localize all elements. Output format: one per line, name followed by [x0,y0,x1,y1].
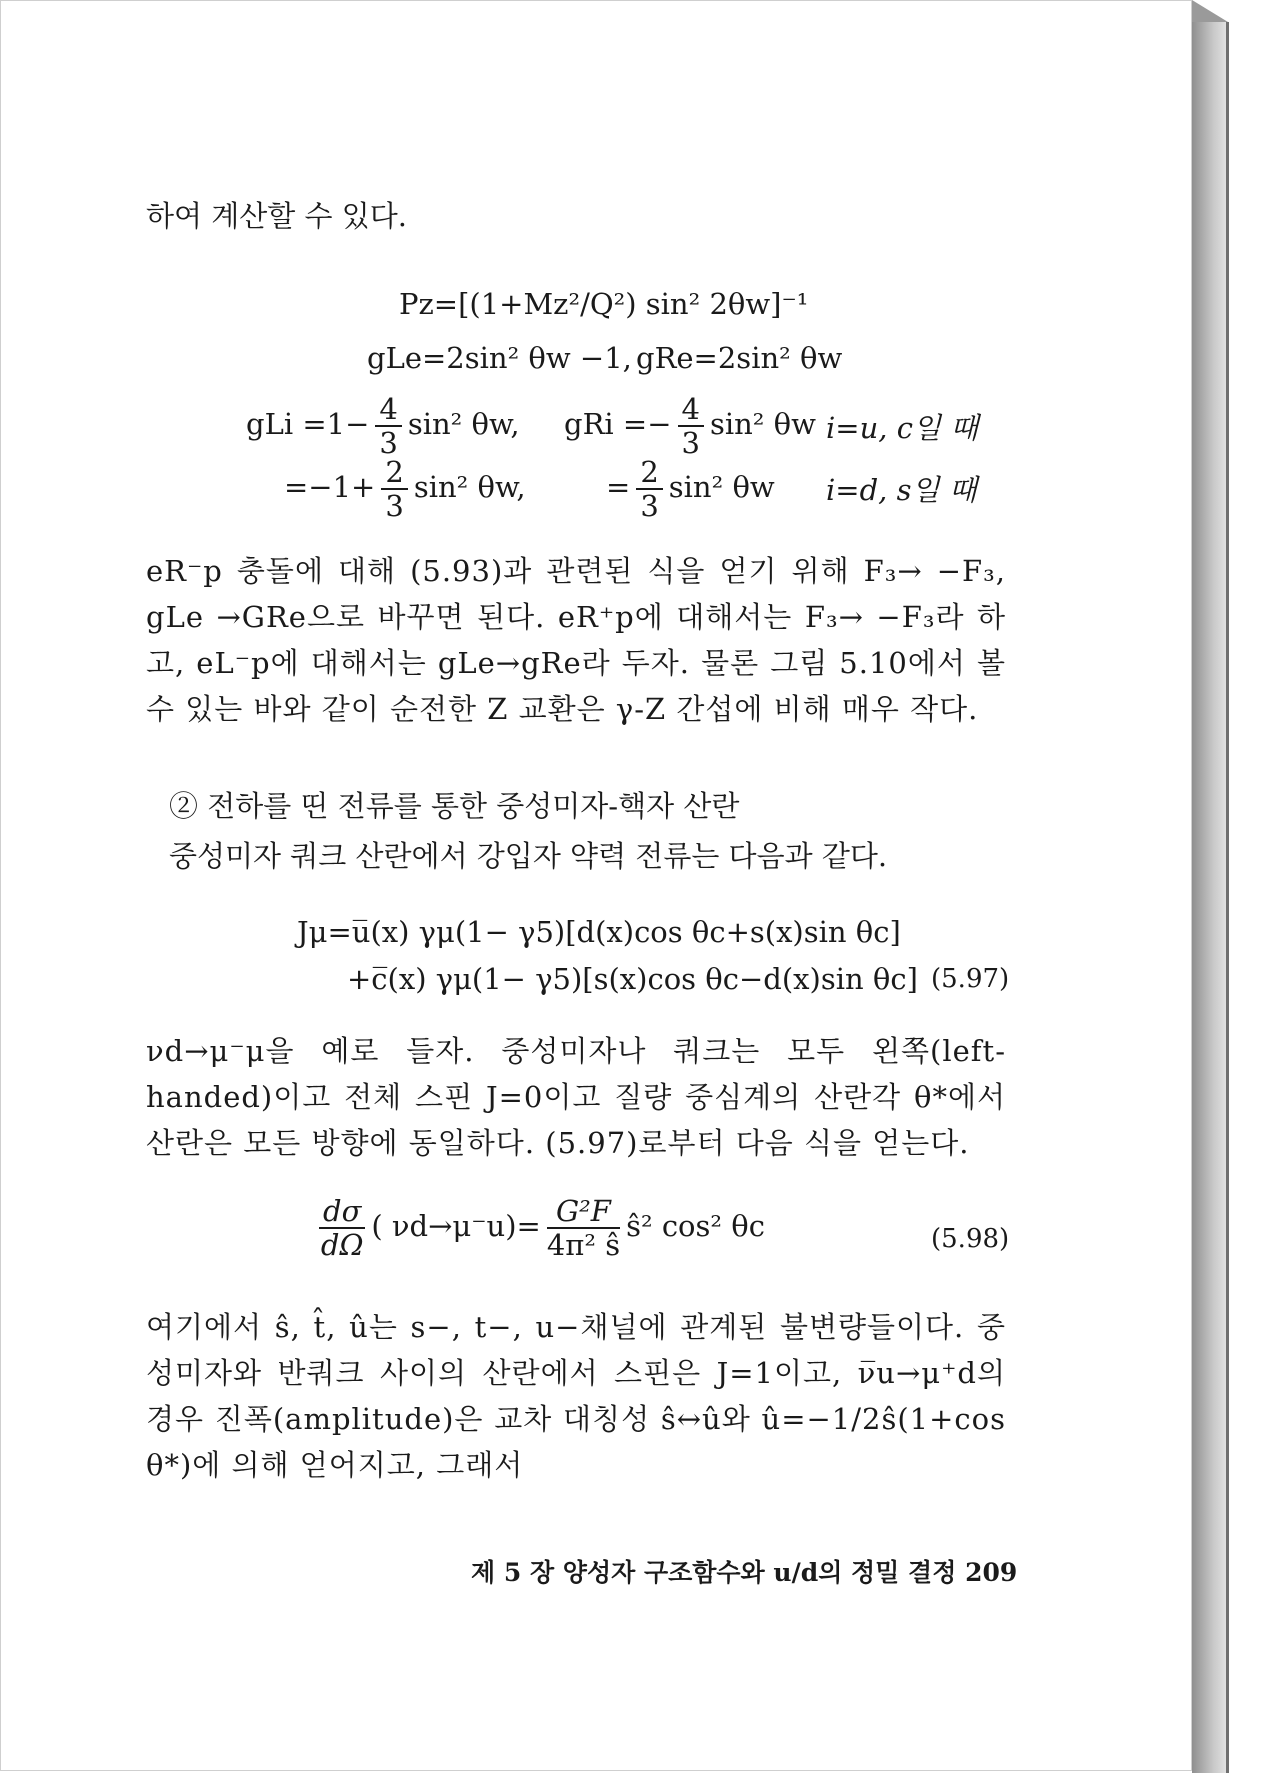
paragraph-2: νd→μ⁻μ을 예로 들자. 중성미자나 쿼크는 모두 왼쪽(left-handed)이고 전체 스핀 J=0이고 질량 중심계의 산란각 θ*에서 산란은 모든 방향에 동일하다. (5.97)로부터 다음 식을 얻는다. [146,1034,1006,1160]
eq-gri2-fraction [636,456,662,522]
section-intro: 중성미자 쿼크 산란에서 강입자 약력 전류는 다음과 같다. [169,839,888,873]
eq-gli2 [284,456,526,522]
eq-cond-uc: i=u, c일 때 [826,411,979,445]
eq-gre: gRe=2sin² θw [636,341,843,375]
eq-gri-num: 4 [678,393,704,427]
eq-598-lhs-fraction [319,1195,365,1261]
eq-gle: gLe=2sin² θw −1, [367,341,632,375]
book-spine-edge [1226,22,1229,1773]
eq-598-rhs-num: G²F [547,1195,620,1229]
eq-pz: Pz=[(1+Mz²/Q²) sin² 2θw]⁻¹ [399,287,809,321]
eq-gri [564,393,816,459]
eq-gli-fraction [375,393,401,459]
section-heading: ② 전하를 띤 전류를 통한 중성미자-핵자 산란 [169,789,740,823]
book-spine [1192,22,1228,1773]
eq-gli2-den: 3 [385,489,404,523]
eq-gri-fraction [678,393,704,459]
eq-597-line1: Jμ=u̅(x) γμ(1− γ5)[d(x)cos θc+s(x)sin θc] [297,915,901,949]
eq-597-line2: +c̅(x) γμ(1− γ5)[s(x)cos θc−d(x)sin θc] [347,962,918,996]
eq-gri-den: 3 [681,426,700,460]
eq-gli2-suffix: sin² θw, [413,470,526,504]
paragraph-3: 여기에서 ŝ, t̂, û는 s−, t−, u−채널에 관계된 불변량들이다. 중성미자와 반쿼크 사이의 산란에서 스핀은 J=1이고, ν̅u→μ⁺d의 경우 진폭(amplitude)은 교차 대칭성 ŝ↔û와 û=−1/2ŝ(1+cos θ*)에 의해 얻어지고, 그래서 [146,1310,1006,1482]
intro-line: 하여 계산할 수 있다. [146,199,407,233]
eq-598-rhs-fraction [547,1195,620,1261]
eq-gli-den: 3 [379,426,398,460]
eq-gri2-prefix: = [606,470,631,504]
eq-gri-prefix: gRi =− [564,407,672,441]
eq-598-lhs-den: dΩ [320,1228,364,1262]
eq-598-lhs-arg: ( νd→μ⁻u)= [371,1209,541,1243]
eq-598-rhs-den: 4π² ŝ [546,1228,621,1262]
eq-gli2-prefix: =−1+ [284,470,376,504]
eq-598 [313,1195,765,1261]
eq-gli2-num: 2 [381,456,407,490]
eq-598-rhs-suffix: ŝ² cos² θc [626,1209,765,1243]
eq-gli-num: 4 [375,393,401,427]
eq-598-number: (5.98) [931,1224,1010,1254]
eq-598-lhs-num: dσ [319,1195,365,1229]
book-spine-top [1192,0,1228,22]
eq-gri2-num: 2 [636,456,662,490]
eq-gli-prefix: gLi =1− [246,407,370,441]
eq-gri2-suffix: sin² θw [668,470,775,504]
eq-gli2-fraction [381,456,407,522]
eq-gli-suffix: sin² θw, [407,407,520,441]
eq-gri2 [606,456,775,522]
paragraph-1: eR⁻p 충돌에 대해 (5.93)과 관련된 식을 얻기 위해 F₃→ −F₃, gLe →GRe으로 바꾸면 된다. eR⁺p에 대해서는 F₃→ −F₃라 하고, eL⁻p에 대해서는 gLe→gRe라 두자. 물론 그림 5.10에서 볼 수 있는 바와 같이 순전한 Z 교환은 γ-Z 간섭에 비해 매우 작다. [146,554,1006,726]
eq-597-number: (5.97) [931,964,1010,994]
running-footer: 제 5 장 양성자 구조함수와 u/d의 정밀 결정 209 [471,1558,1018,1587]
eq-gri2-den: 3 [640,489,659,523]
eq-gli [246,393,520,459]
eq-cond-ds: i=d, s일 때 [826,473,977,507]
eq-gri-suffix: sin² θw [709,407,816,441]
